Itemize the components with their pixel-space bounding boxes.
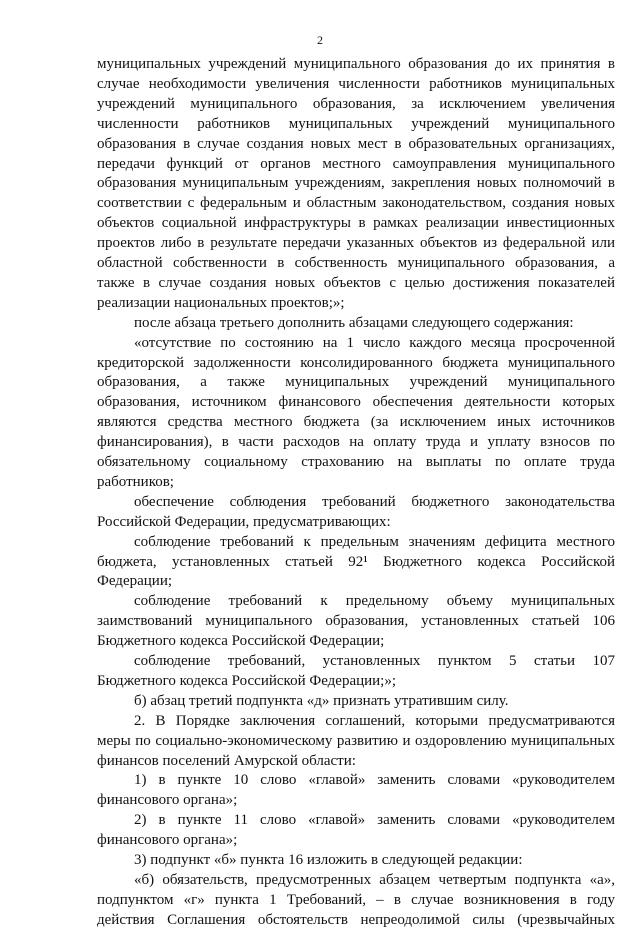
text-line: образования муниципальным учреждениям, закрепления новых полномочий в (97, 175, 615, 192)
text-line: «отсутствие по состоянию на 1 число каждого месяца просроченной (134, 334, 615, 351)
text-line: муниципальных учреждений муниципального образования до их принятия в (97, 56, 615, 72)
text-line: после абзаца третьего дополнить абзацами следующего содержания: (134, 314, 574, 331)
text-line: кредиторской задолженности консолидированного бюджета муниципального (97, 354, 615, 371)
text-line: финансов поселений Амурской области: (97, 752, 356, 769)
text-line: соблюдение требований, установленных пунктом 5 статьи 107 (134, 653, 615, 669)
text-line: 2) в пункте 11 слово «главой» заменить словами «руководителем (134, 812, 615, 829)
text-line: образования, а также муниципальных учреждений муниципального (97, 374, 615, 391)
text-line: учреждений муниципального образования, за исключением увеличения (97, 95, 615, 112)
text-line: передачи функций от органов местного самоуправления муниципального (97, 155, 615, 172)
text-line: соблюдение требований к предельным значениям дефицита местного (134, 533, 615, 550)
text-line: меры по социально-экономическому развитию и оздоровлению муниципальных (97, 732, 615, 749)
text-line: финансирования), в части расходов на оплату труда и уплату взносов по (97, 434, 615, 451)
text-line: заимствований муниципального образования, установленных статьей 106 (97, 613, 615, 630)
text-line: численности работников муниципальных учреждений муниципального (97, 115, 615, 132)
text-line: финансового органа»; (97, 832, 238, 849)
text-line: обязательному социальному страхованию на выплаты по оплате труда (97, 454, 615, 470)
text-line: также в случае создания новых объектов с целью достижения показателей (97, 274, 615, 291)
text-line: бюджета, установленных статьей 92¹ Бюджетного кодекса Российской (97, 553, 615, 570)
page-number: 2 (317, 33, 323, 47)
text-line: финансового органа»; (97, 792, 238, 809)
text-line: б) абзац третий подпункта «д» признать утратившим силу. (134, 692, 509, 709)
text-line: областной собственности в собственность муниципального образования, а (97, 255, 615, 271)
text-line: «б) обязательств, предусмотренных абзацем четвертым подпункта «а», (134, 871, 615, 888)
text-line: 3) подпункт «б» пункта 16 изложить в следующей редакции: (134, 852, 523, 868)
text-line: реализации национальных проектов;»; (97, 294, 345, 311)
text-line: объектов социальной инфраструктуры в рамках реализации инвестиционных (97, 215, 615, 232)
text-line: образования в случае создания новых мест в образовательных организациях, (97, 135, 615, 152)
text-line: соответствии с федеральным и областным законодательством, создания новых (97, 195, 615, 212)
text-line: Российской Федерации, предусматривающих: (97, 513, 391, 530)
text-line: Бюджетного кодекса Российской Федерации;»; (97, 672, 397, 689)
text-line: работников; (97, 473, 174, 490)
text-line: случае необходимости увеличения численности работников муниципальных (97, 75, 615, 92)
text-line: подпунктом «г» пункта 1 Требований, – в случае возникновения в году (97, 891, 615, 908)
text-line: 2. В Порядке заключения соглашений, которыми предусматриваются (134, 712, 615, 729)
text-line: Бюджетного кодекса Российской Федерации; (97, 633, 385, 650)
text-line: соблюдение требований к предельному объему муниципальных (134, 593, 615, 610)
text-line: проектов либо в результате передачи указанных объектов из федеральной или (97, 235, 615, 252)
text-line: Федерации; (97, 573, 173, 590)
text-line: действия Соглашения обстоятельств непреодолимой силы (чрезвычайных (97, 911, 615, 928)
text-line: обеспечение соблюдения требований бюджетного законодательства (134, 493, 615, 510)
text-line: являются средства местного бюджета (за исключением иных источников (97, 414, 615, 431)
text-line: образования, источником финансового обеспечения деятельности которых (97, 394, 615, 411)
text-line: 1) в пункте 10 слово «главой» заменить словами «руководителем (134, 772, 615, 789)
